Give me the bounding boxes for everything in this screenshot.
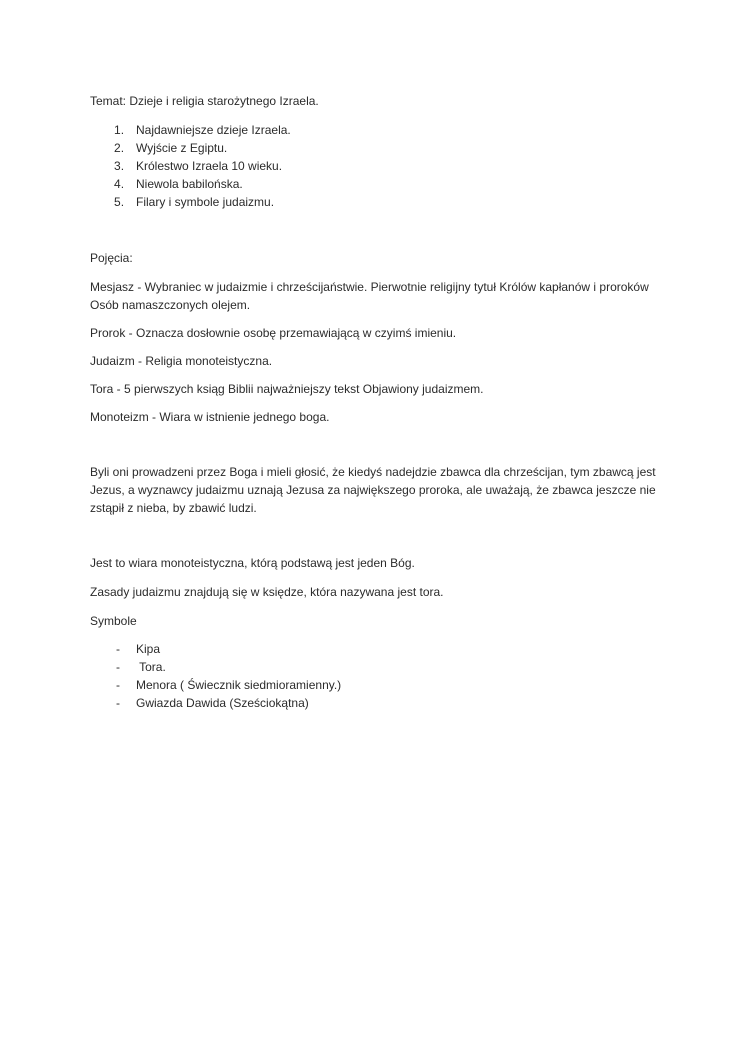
document-content	[90, 92, 670, 712]
paragraph-savior: Byli oni prowadzeni przez Boga i mieli głosić, że kiedyś nadejdzie zbawca dla chrześcijan, tym zbawcą jest Jezus, a wyznawcy judaizmu uznają Jezusa za największego proroka, ale uważają, że zbawca jeszcze nie zstąpił z nieba, by zbawić ludzi.	[90, 465, 656, 515]
term-definition: Prorok - Oznacza dosłownie osobę przemawiającą w czyimś imieniu.	[90, 326, 457, 340]
topics-list	[90, 121, 670, 211]
symbol-item: - Tora.	[136, 658, 670, 676]
paragraph-monotheism: Jest to wiara monoteistyczna, którą podstawą jest jeden Bóg.	[90, 556, 415, 570]
topic-item: Filary i symbole judaizmu.	[136, 195, 275, 209]
topic-item: Królestwo Izraela 10 wieku.	[136, 159, 283, 173]
term-definition: Judaizm - Religia monoteistyczna.	[90, 354, 273, 368]
terms-heading: Pojęcia:	[90, 251, 133, 265]
topic-item: Niewola babilońska.	[136, 177, 243, 191]
symbols-list	[90, 640, 670, 712]
lesson-title: Temat: Dzieje i religia starożytnego Izraela.	[90, 94, 319, 108]
topic-item: Wyjście z Egiptu.	[136, 141, 228, 155]
topic-item: Najdawniejsze dzieje Izraela.	[136, 123, 291, 137]
symbol-item: - Gwiazda Dawida (Sześciokątna)	[136, 694, 670, 712]
symbol-item: - Menora ( Świecznik siedmioramienny.)	[136, 676, 670, 694]
term-definition: Monoteizm - Wiara w istnienie jednego boga.	[90, 410, 330, 424]
symbols-heading: Symbole	[90, 614, 137, 628]
paragraph-torah: Zasady judaizmu znajdują się w księdze, która nazywana jest tora.	[90, 585, 444, 599]
term-definition: Mesjasz - Wybraniec w judaizmie i chrześcijaństwie. Pierwotnie religijny tytuł Królów kapłanów i proroków Osób namaszczonych olejem.	[90, 280, 649, 312]
symbol-item: - Kipa	[136, 640, 670, 658]
term-definition: Tora - 5 pierwszych ksiąg Biblii najważniejszy tekst Objawiony judaizmem.	[90, 382, 484, 396]
